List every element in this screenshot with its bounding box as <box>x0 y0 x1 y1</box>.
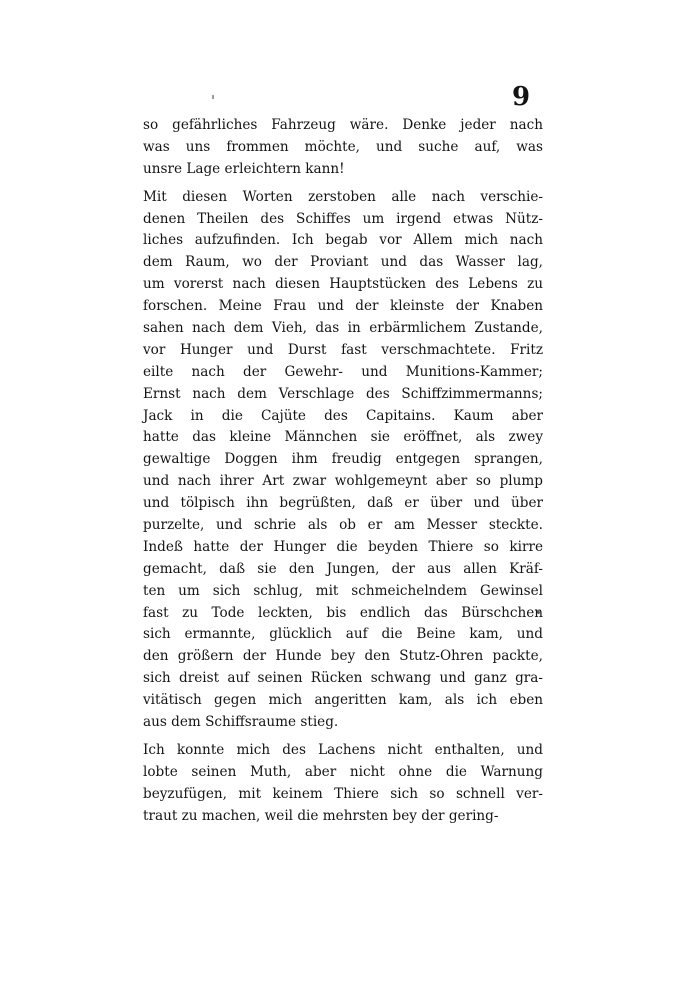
text-line: liches aufzufinden. Ich begab vor Allem mich nach <box>143 232 543 249</box>
text-line: vor Hunger und Durst fast verschmachtete. Fritz <box>143 341 543 358</box>
text-line: traut zu machen, weil die mehrsten bey der gering- <box>143 807 499 824</box>
text-line: was uns frommen möchte, und suche auf, was <box>143 138 543 155</box>
text-line: Ich konnte mich des Lachens nicht enthalten, und <box>143 741 543 758</box>
text-line: sahen nach dem Vieh, das in erbärmlichem Zustande, <box>143 320 543 337</box>
text-line: vitätisch gegen mich angeritten kam, als ich eben <box>143 692 543 709</box>
paper-speck <box>212 95 214 99</box>
text-line: hatte das kleine Männchen sie eröffnet, als zwey <box>143 429 543 446</box>
body-text <box>143 115 543 828</box>
text-line: Jack in die Cajüte des Capitains. Kaum aber <box>143 407 543 424</box>
text-line: gewaltige Doggen ihm freudig entgegen sprangen, <box>143 451 543 468</box>
text-line: gemacht, daß sie den Jungen, der aus allen Kräf- <box>143 560 543 577</box>
text-line: purzelte, und schrie als ob er am Messer steckte. <box>143 517 543 534</box>
text-line: beyzufügen, mit keinem Thiere sich so schnell ver- <box>143 785 543 802</box>
text-line: forschen. Meine Frau und der kleinste der Knaben <box>143 298 543 315</box>
text-line: den größern der Hunde bey den Stutz-Ohren packte, <box>143 648 543 665</box>
text-line: aus dem Schiffsraume stieg. <box>143 714 339 731</box>
page-number: 9 <box>512 82 531 112</box>
text-line: denen Theilen des Schiffes um irgend etwas Nütz- <box>143 210 543 227</box>
text-line: Mit diesen Worten zerstoben alle nach verschie- <box>143 188 543 205</box>
text-line: so gefährliches Fahrzeug wäre. Denke jeder nach <box>143 117 543 133</box>
text-line: eilte nach der Gewehr- und Munitions-Kammer; <box>143 363 543 380</box>
text-line: und tölpisch ihn begrüßten, daß er über und über <box>143 495 543 512</box>
text-line: Indeß hatte der Hunger die beyden Thiere so kirre <box>143 538 543 555</box>
text-line: um vorerst nach diesen Hauptstücken des Lebens zu <box>143 276 543 293</box>
text-line: sich ermannte, glücklich auf die Beine kam, und <box>143 626 543 643</box>
paragraph <box>143 740 543 828</box>
text-line: ten um sich schlug, mit schmeichelndem Gewinsel <box>143 582 543 599</box>
text-line: fast zu Tode leckten, bis endlich das Bürschchen <box>143 604 543 621</box>
paragraph <box>143 115 543 181</box>
paragraph <box>143 187 543 734</box>
text-line: dem Raum, wo der Proviant und das Wasser lag, <box>143 254 543 271</box>
text-line: Ernst nach dem Verschlage des Schiffzimmermanns; <box>143 385 543 402</box>
text-line: und nach ihrer Art zwar wohlgemeynt aber so plump <box>143 473 543 490</box>
text-line: lobte seinen Muth, aber nicht ohne die Warnung <box>143 763 543 780</box>
text-line: sich dreist auf seinen Rücken schwang und ganz gra- <box>143 670 543 687</box>
text-line: unsre Lage erleichtern kann! <box>143 160 345 177</box>
